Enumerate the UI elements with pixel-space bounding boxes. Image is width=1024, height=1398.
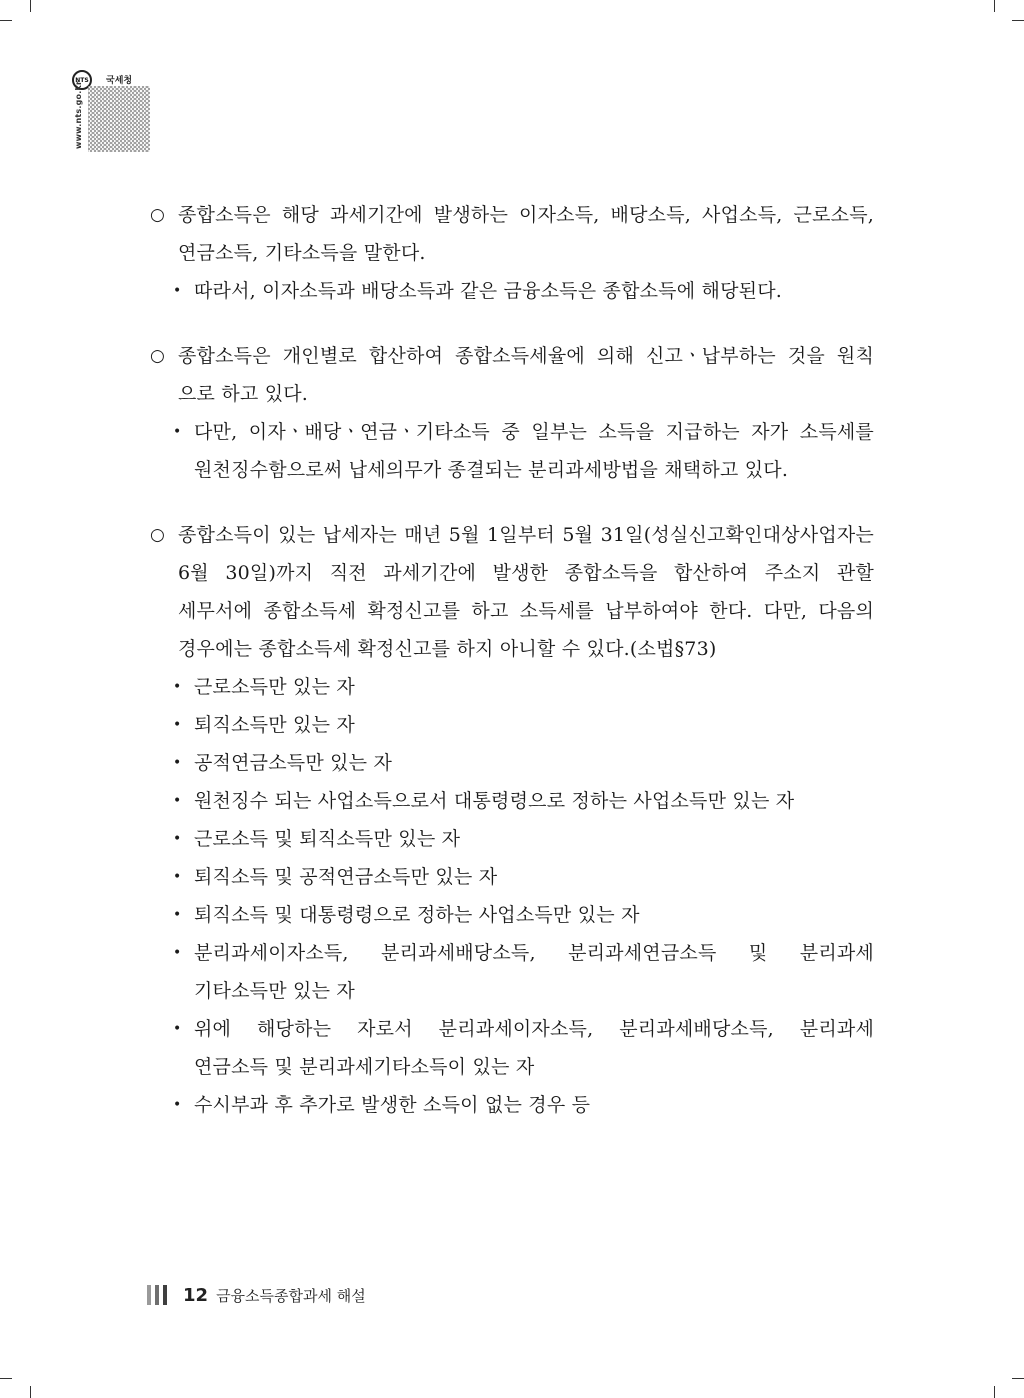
section [150, 516, 874, 1124]
circle-bullet-icon: ○ [150, 205, 166, 225]
paragraph-text: 연금소득, 기타소득을 말한다. [178, 242, 426, 264]
list-item [150, 744, 874, 782]
list-item-text: 퇴직소득 및 공적연금소득만 있는 자 [194, 866, 498, 888]
site-url: www.nts.go.kr [74, 80, 83, 150]
bullet-dot-icon: • [173, 283, 182, 299]
crop-mark [994, 0, 995, 12]
list-item [150, 706, 874, 744]
crop-mark [0, 20, 12, 21]
paragraph-text: 경우에는 종합소득세 확정신고를 하지 아니할 수 있다.(소법§73) [178, 638, 717, 660]
section [150, 337, 874, 489]
bullet-dot-icon: • [173, 907, 182, 923]
list-item [150, 782, 874, 820]
bullet-dot-icon: • [173, 793, 182, 809]
circle-bullet-icon: ○ [150, 346, 166, 366]
footer-bars-icon [147, 1285, 171, 1305]
crop-mark [0, 1378, 12, 1379]
bullet-dot-icon: • [173, 1021, 182, 1037]
document-body [150, 196, 874, 1151]
circle-bullet-icon: ○ [150, 525, 166, 545]
list-item [150, 413, 874, 451]
list-item [150, 934, 874, 972]
list-item-text: 퇴직소득 및 대통령령으로 정하는 사업소득만 있는 자 [194, 904, 640, 926]
list-item [150, 1010, 874, 1048]
paragraph-text: 종합소득이 있는 납세자는 매년 5월 1일부터 5월 31일(성실신고확인대상사업자는 [178, 524, 874, 546]
crop-mark [30, 0, 31, 12]
nts-logo-icon: NTS [72, 70, 92, 90]
crop-mark [30, 1386, 31, 1398]
list-item-text: 근로소득만 있는 자 [194, 676, 355, 698]
section-lead-line [150, 516, 874, 554]
bullet-dot-icon: • [173, 679, 182, 695]
paragraph-text: 세무서에 종합소득세 확정신고를 하고 소득세를 납부하여야 한다. 다만, 다음의 [178, 600, 874, 622]
list-item-text: 퇴직소득만 있는 자 [194, 714, 355, 736]
bullet-dot-icon: • [173, 831, 182, 847]
crop-mark [1012, 1378, 1024, 1379]
footer-bar [155, 1285, 159, 1305]
footer-bar [147, 1285, 151, 1305]
crop-mark [1012, 20, 1024, 21]
paragraph-text: 6월 30일)까지 직전 과세기간에 발생한 종합소득을 합산하여 주소지 관할 [178, 562, 874, 584]
paragraph-text: 으로 하고 있다. [178, 383, 309, 405]
bullet-dot-icon: • [173, 424, 182, 440]
paragraph-text: 종합소득은 개인별로 합산하여 종합소득세율에 의해 신고ㆍ납부하는 것을 원칙 [178, 345, 874, 367]
list-item-text: 근로소득 및 퇴직소득만 있는 자 [194, 828, 461, 850]
list-item [150, 896, 874, 934]
brand-name: 국세청 [106, 76, 133, 86]
list-item-text: 다만, 이자ㆍ배당ㆍ연금ㆍ기타소득 중 일부는 소득을 지급하는 자가 소득세를 [194, 421, 874, 443]
crop-mark [994, 1386, 995, 1398]
section [150, 196, 874, 310]
footer-title: 금융소득종합과세 해설 [216, 1286, 366, 1305]
page-footer [147, 1283, 366, 1307]
list-item-text: 수시부과 후 추가로 발생한 소득이 없는 경우 등 [194, 1094, 591, 1116]
qr-code-icon [88, 86, 150, 152]
list-item [150, 858, 874, 896]
page-number: 12 [183, 1284, 209, 1306]
list-item-text: 공적연금소득만 있는 자 [194, 752, 393, 774]
section-lead-line [150, 196, 874, 234]
bullet-dot-icon: • [173, 945, 182, 961]
list-item-text: 연금소득 및 분리과세기타소득이 있는 자 [194, 1056, 535, 1078]
bullet-dot-icon: • [173, 717, 182, 733]
paragraph-text: 종합소득은 해당 과세기간에 발생하는 이자소득, 배당소득, 사업소득, 근로소득, [178, 204, 874, 226]
list-item-text: 위에 해당하는 자로서 분리과세이자소득, 분리과세배당소득, 분리과세 [194, 1018, 874, 1040]
footer-bar [163, 1285, 167, 1305]
list-item-text: 분리과세이자소득, 분리과세배당소득, 분리과세연금소득 및 분리과세 [194, 942, 874, 964]
list-item-text: 기타소득만 있는 자 [194, 980, 355, 1002]
section-lead-line [150, 337, 874, 375]
list-item [150, 668, 874, 706]
list-item-text: 원천징수 되는 사업소득으로서 대통령령으로 정하는 사업소득만 있는 자 [194, 790, 795, 812]
bullet-dot-icon: • [173, 1097, 182, 1113]
bullet-dot-icon: • [173, 869, 182, 885]
bullet-dot-icon: • [173, 755, 182, 771]
list-item [150, 820, 874, 858]
list-item-text: 따라서, 이자소득과 배당소득과 같은 금융소득은 종합소득에 해당된다. [194, 280, 782, 302]
list-item [150, 1086, 874, 1124]
list-item-text: 원천징수함으로써 납세의무가 종결되는 분리과세방법을 채택하고 있다. [194, 459, 789, 481]
list-item [150, 272, 874, 310]
